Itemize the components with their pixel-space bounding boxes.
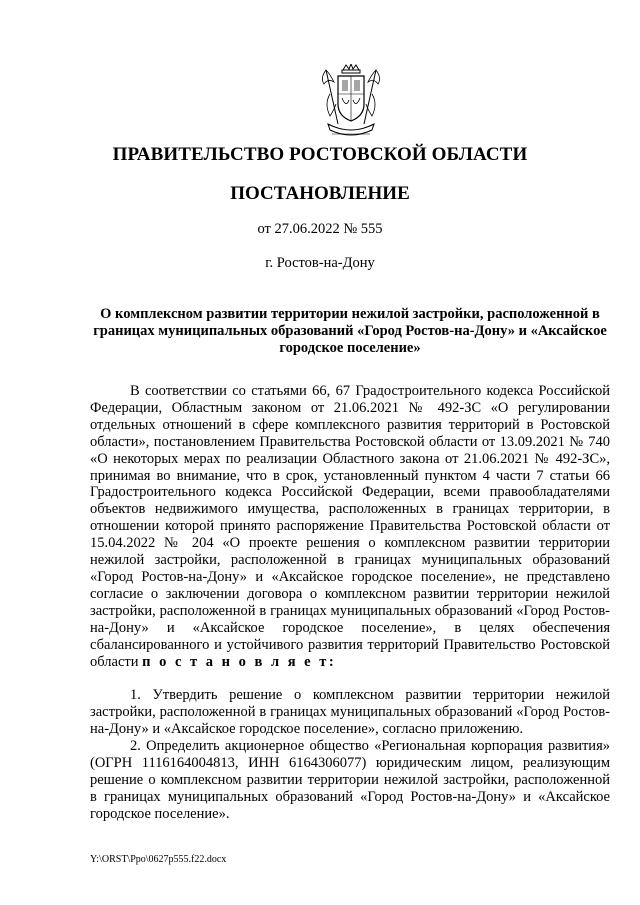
footer-file-path: Y:\ORST\Ppo\0627p555.f22.docx [90, 854, 227, 865]
document-body [90, 383, 610, 823]
date-and-number: от 27.06.2022 № 555 [257, 221, 383, 237]
item-1-paragraph: 1. Утвердить решение о комплексном развитии территории нежилой застройки, расположенной в границах муниципальных образований «Город Ростов-на-Дону» и «Аксайское городское поселение», согласно приложению. [90, 687, 610, 738]
document-subject: О комплексном развитии территории нежилой застройки, расположенной в границах муниципальных образований «Город Ростов-на-Дону» и «Аксайское городское поселение» [93, 306, 607, 356]
city-name: г. Ростов-на-Дону [265, 255, 375, 271]
government-title: ПРАВИТЕЛЬСТВО РОСТОВСКОЙ ОБЛАСТИ [112, 144, 528, 165]
preamble-paragraph [90, 383, 610, 670]
decree-word: п о с т а н о в л я е т: [142, 653, 337, 670]
document-type-title: ПОСТАНОВЛЕНИЕ [230, 183, 410, 204]
item-2-paragraph: 2. Определить акционерное общество «Региональная корпорация развития» (ОГРН 1116164004813, ИНН 6164306077) юридическим лицом, реализующим решение о комплексном развитии территории нежилой застройки, расположенной в границах муниципальных образований «Город Ростов-на-Дону» и «Аксайское городское поселение». [90, 738, 610, 822]
rostov-oblast-coat-of-arms-icon [316, 64, 386, 142]
preamble-text: В соответствии со статьями 66, 67 Градостроительного кодекса Российской Федерации, Областным законом от 21.06.2021 № 492-ЗС «О регулировании отдельных отношений в сфере комплексного развития территорий в Ростовской области», постановлением Правительства Ростовской области от 13.09.2021 № 740 «О некоторых мерах по реализации Областного закона от 21.06.2021 № 492-ЗС», принимая во внимание, что в срок, установленный пунктом 4 части 7 статьи 66 Градостроительного кодекса Российской Федерации, всеми правообладателями объектов недвижимого имущества, расположенных в границах территории, в отношении которой принято распоряжение Правительства Ростовской области от 15.04.2022 № 204 «О проекте решения о комплексном развитии территории нежилой застройки, расположенной в границах муниципальных образований «Город Ростов-на-Дону» и «Аксайское городское поселение», не представлено согласие о заключении договора о комплексном развитии территории нежилой застройки, расположенной в границах муниципальных образований «Город Ростов-на-Дону» и «Аксайское городское поселение», в целях обеспечения сбалансированного и устойчивого развития территорий Правительство Ростовской области [90, 383, 610, 670]
